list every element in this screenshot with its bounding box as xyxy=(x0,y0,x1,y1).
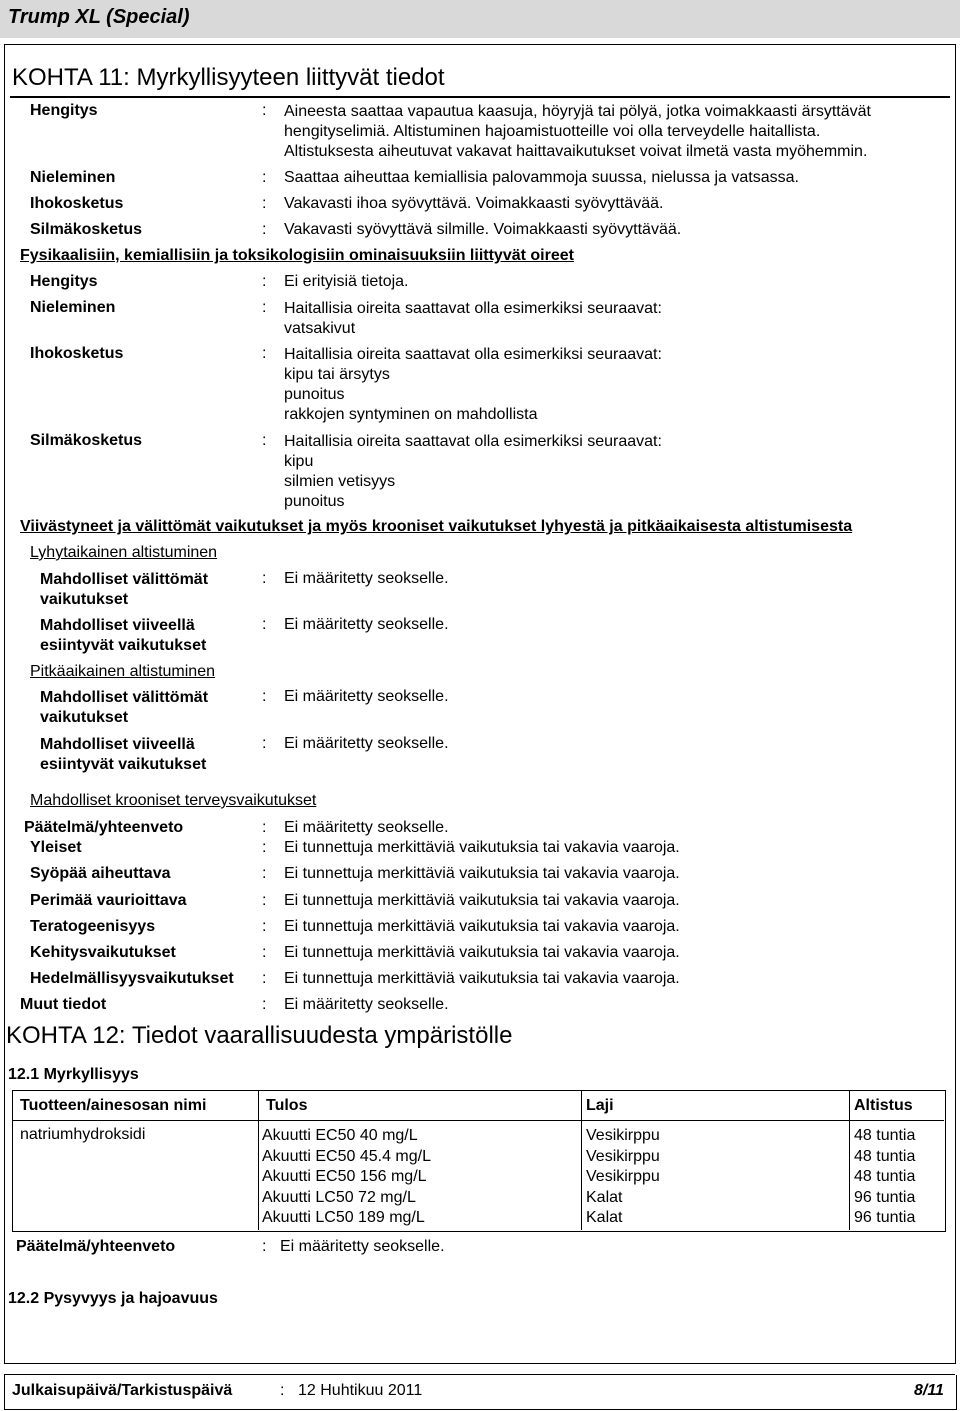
chronic-label-carcinogenicity: Syöpää aiheuttava xyxy=(30,865,171,882)
symptom-value-ingestion: Haitallisia oireita saattavat olla esimerkiksi seuraavat: vatsakivut xyxy=(284,300,662,337)
short-term-immediate-label: Mahdolliset välittömät vaikutukset xyxy=(40,571,209,608)
chronic-effects-title: Mahdolliset krooniset terveysvaikutukset xyxy=(30,792,317,809)
section-11-title: KOHTA 11: Myrkyllisyyteen liittyvät tiedot xyxy=(12,64,445,91)
colon: : xyxy=(262,299,267,316)
long-term-delayed-label: Mahdolliset viiveellä esiintyvät vaikutukset xyxy=(40,736,207,773)
symptom-value-skin: Haitallisia oireita saattavat olla esimerkiksi seuraavat: kipu tai ärsytys punoitus rakkojen syntyminen on mahdollista xyxy=(284,346,662,423)
colon: : xyxy=(262,839,267,856)
table-cell-species: Vesikirppu Vesikirppu Vesikirppu Kalat Kalat xyxy=(586,1127,660,1226)
short-term-delayed-label: Mahdolliset viiveellä esiintyvät vaikutukset xyxy=(40,617,207,654)
long-term-immediate-label: Mahdolliset välittömät vaikutukset xyxy=(40,689,209,726)
chronic-value-conclusion: Ei määritetty seokselle. xyxy=(284,819,449,836)
table-divider xyxy=(849,1090,850,1230)
persistence-subtitle: 12.2 Pysyvyys ja hajoavuus xyxy=(8,1290,218,1307)
short-term-immediate-value: Ei määritetty seokselle. xyxy=(284,570,449,587)
exposure-value-inhalation: Aineesta saattaa vapautua kaasuja, höyryjä tai pölyä, jotka voimakkaasti ärsyttävät hengityselimiä. Altistuminen hajoamistuotteille voi olla terveydelle haitallista. Altistuksesta aiheutuvat vakavat haittavaikutukset voivat ilmetä vasta myöhemmin. xyxy=(284,103,871,160)
toxicity-subtitle: 12.1 Myrkyllisyys xyxy=(8,1066,139,1083)
exposure-label-eye: Silmäkosketus xyxy=(30,221,143,238)
long-term-delayed-value: Ei määritetty seokselle. xyxy=(284,735,449,752)
chronic-value-developmental: Ei tunnettuja merkittäviä vaikutuksia tai vakavia vaaroja. xyxy=(284,944,680,961)
symptom-value-eye: Haitallisia oireita saattavat olla esimerkiksi seuraavat: kipu silmien vetisyys punoitus xyxy=(284,433,662,510)
table-cell-exposure: 48 tuntia 48 tuntia 48 tuntia 96 tuntia 96 tuntia xyxy=(854,1127,916,1226)
symptom-label-inhalation: Hengitys xyxy=(30,273,98,290)
chronic-value-general: Ei tunnettuja merkittäviä vaikutuksia tai vakavia vaaroja. xyxy=(284,839,680,856)
delayed-effects-title: Viivästyneet ja välittömät vaikutukset ja myös krooniset vaikutukset lyhyestä ja pitkäaikaisesta altistumisesta xyxy=(20,518,853,535)
colon: : xyxy=(262,432,267,449)
colon: : xyxy=(280,1382,285,1399)
exposure-value-skin: Vakavasti ihoa syövyttävä. Voimakkaasti syövyttävää. xyxy=(284,195,664,212)
long-term-immediate-value: Ei määritetty seokselle. xyxy=(284,688,449,705)
exposure-value-eye: Vakavasti syövyttävä silmille. Voimakkaasti syövyttävää. xyxy=(284,221,682,238)
table-cell-name: natriumhydroksidi xyxy=(20,1126,146,1143)
colon: : xyxy=(262,195,267,212)
table-header-species: Laji xyxy=(586,1097,614,1114)
colon: : xyxy=(262,918,267,935)
chronic-label-developmental: Kehitysvaikutukset xyxy=(30,944,176,961)
exposure-label-skin: Ihokosketus xyxy=(30,195,124,212)
colon: : xyxy=(262,345,267,362)
footer-date-value: 12 Huhtikuu 2011 xyxy=(298,1382,423,1399)
product-title: Trump XL (Special) xyxy=(8,6,190,28)
table-divider xyxy=(258,1090,259,1230)
colon: : xyxy=(262,944,267,961)
symptom-value-inhalation: Ei erityisiä tietoja. xyxy=(284,273,409,290)
colon: : xyxy=(262,570,267,587)
colon: : xyxy=(262,970,267,987)
colon: : xyxy=(262,735,267,752)
colon: : xyxy=(262,892,267,909)
colon: : xyxy=(262,221,267,238)
chronic-value-other: Ei määritetty seokselle. xyxy=(284,996,449,1013)
section-12-title: KOHTA 12: Tiedot vaarallisuudesta ympäristölle xyxy=(6,1022,513,1049)
symptom-label-ingestion: Nieleminen xyxy=(30,299,116,316)
exposure-value-ingestion: Saattaa aiheuttaa kemiallisia palovammoja suussa, nielussa ja vatsassa. xyxy=(284,169,799,186)
chronic-label-teratogenicity: Teratogeenisyys xyxy=(30,918,156,935)
table-divider xyxy=(581,1090,582,1230)
chronic-label-fertility: Hedelmällisyysvaikutukset xyxy=(30,970,234,987)
colon: : xyxy=(262,819,267,836)
colon: : xyxy=(262,616,267,633)
colon: : xyxy=(262,273,267,290)
table-cell-results: Akuutti EC50 40 mg/L Akuutti EC50 45.4 mg/L Akuutti EC50 156 mg/L Akuutti LC50 72 mg/L Akuutti LC50 189 mg/L xyxy=(262,1127,431,1226)
colon: : xyxy=(262,169,267,186)
symptom-label-eye: Silmäkosketus xyxy=(30,432,143,449)
table-header-exposure: Altistus xyxy=(854,1097,913,1114)
colon: : xyxy=(262,102,267,119)
colon: : xyxy=(262,865,267,882)
symptom-label-skin: Ihokosketus xyxy=(30,345,124,362)
table-header-result: Tulos xyxy=(266,1097,308,1114)
footer-date-label: Julkaisupäivä/Tarkistuspäivä xyxy=(12,1382,233,1399)
short-term-delayed-value: Ei määritetty seokselle. xyxy=(284,616,449,633)
long-term-title: Pitkäaikainen altistuminen xyxy=(30,663,215,680)
chronic-label-mutagenicity: Perimää vaurioittava xyxy=(30,892,187,909)
chronic-value-teratogenicity: Ei tunnettuja merkittäviä vaikutuksia tai vakavia vaaroja. xyxy=(284,918,680,935)
colon: : xyxy=(262,996,267,1013)
symptoms-title: Fysikaalisiin, kemiallisiin ja toksikologisiin ominaisuuksiin liittyvät oireet xyxy=(20,247,574,264)
colon: : xyxy=(262,1238,267,1255)
conclusion-value: Ei määritetty seokselle. xyxy=(280,1238,445,1255)
exposure-label-inhalation: Hengitys xyxy=(30,102,98,119)
table-header-name: Tuotteen/ainesosan nimi xyxy=(20,1097,207,1114)
exposure-label-ingestion: Nieleminen xyxy=(30,169,116,186)
short-term-title: Lyhytaikainen altistuminen xyxy=(30,544,218,561)
chronic-label-conclusion: Päätelmä/yhteenveto xyxy=(24,819,184,836)
chronic-value-mutagenicity: Ei tunnettuja merkittäviä vaikutuksia tai vakavia vaaroja. xyxy=(284,892,680,909)
page-number: 8/11 xyxy=(914,1382,944,1399)
conclusion-label: Päätelmä/yhteenveto xyxy=(16,1238,176,1255)
chronic-label-general: Yleiset xyxy=(30,839,82,856)
chronic-value-fertility: Ei tunnettuja merkittäviä vaikutuksia tai vakavia vaaroja. xyxy=(284,970,680,987)
chronic-label-other: Muut tiedot xyxy=(20,996,107,1013)
section-divider xyxy=(10,96,950,98)
chronic-value-carcinogenicity: Ei tunnettuja merkittäviä vaikutuksia tai vakavia vaaroja. xyxy=(284,865,680,882)
colon: : xyxy=(262,688,267,705)
